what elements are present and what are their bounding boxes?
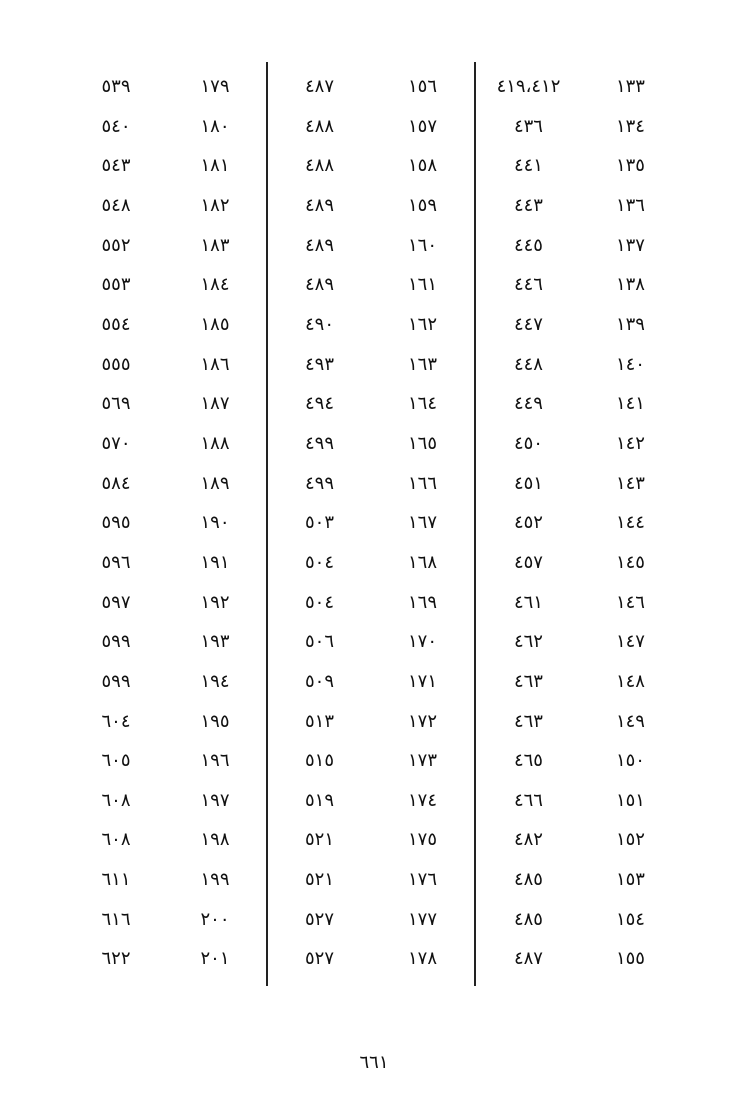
table-cell: ٥٥٢ (101, 234, 131, 256)
table-cell: ١٨٢ (200, 194, 230, 216)
table-cell: ٤٤٣ (513, 194, 543, 216)
table-cell: ١٧٩ (200, 76, 230, 97)
table-cell: ٥١٣ (304, 710, 334, 732)
table-cell: ٥٠٦ (304, 631, 334, 653)
middle-block-column-1 (268, 62, 371, 986)
table-cell: ٥٠٣ (304, 512, 334, 534)
page-number: ٦٦١ (359, 1052, 389, 1073)
table-cell: ١٦٥ (407, 432, 437, 454)
table-cell: ١٦٤ (407, 393, 437, 415)
table-cell: ٤٨٧ (304, 76, 334, 97)
table-cell: ١٥٥ (615, 948, 645, 970)
table-cell: ٤٨٢ (513, 829, 543, 851)
table-cell: ٤٤٥ (513, 234, 543, 256)
table-cell: ٥٥٣ (101, 274, 131, 296)
table-cell: ١٨١ (200, 155, 230, 177)
table-cell: ٥٢٧ (304, 908, 334, 930)
table-cell: ١٥٢ (615, 829, 645, 851)
table-cell: ١٣٥ (615, 155, 645, 177)
table-cell: ١٤٠ (615, 353, 645, 375)
table-cell: ٥٩٩ (101, 631, 131, 653)
table-cell: ٤٤١ (513, 155, 543, 177)
table-cell: ٤٥٢ (513, 512, 543, 534)
table-cell: ٤٨٥ (513, 869, 543, 891)
table-cell: ١٧٥ (407, 829, 437, 851)
table-cell: ٤٦٣ (513, 670, 543, 692)
table-cell: ٢٠٠ (200, 908, 230, 930)
table-cell: ١٤٥ (615, 551, 645, 573)
table-cell: ١٧٨ (407, 948, 437, 970)
right-block (474, 62, 680, 986)
table-cell: ١٨٥ (200, 313, 230, 335)
table-cell: ١٧١ (407, 670, 437, 692)
table-cell: ٥٤٣ (101, 155, 131, 177)
left-block-column-2 (164, 62, 266, 986)
table-cell: ٥٠٩ (304, 670, 334, 692)
table-cell: ٥١٥ (304, 750, 334, 772)
table-cell: ٤٨٩ (304, 194, 334, 216)
table-cell: ١٧٤ (407, 789, 437, 811)
table-cell: ١٥١ (615, 789, 645, 811)
table-cell: ١٧٦ (407, 869, 437, 891)
table-cell: ٥٧٠ (101, 432, 131, 454)
table-cell: ٦١٦ (101, 908, 131, 930)
table-cell: ١٦٣ (407, 353, 437, 375)
table-cell: ١٨٩ (200, 472, 230, 494)
table-cell: ٤٥١ (513, 472, 543, 494)
table-cell: ١٥٠ (615, 750, 645, 772)
table-cell: ١٦٧ (407, 512, 437, 534)
table-cell: ٦٠٤ (101, 710, 131, 732)
middle-block-column-2 (371, 62, 474, 986)
table-cell: ٤٦٦ (513, 789, 543, 811)
table-cell: ١٣٧ (615, 234, 645, 256)
table-cell: ١٨٦ (200, 353, 230, 375)
table-cell: ٤٣٦ (513, 115, 543, 137)
table-cell: ١٧٧ (407, 908, 437, 930)
table-cell: ١٧٢ (407, 710, 437, 732)
table-cell: ٤٦٢ (513, 631, 543, 653)
left-block (68, 62, 266, 986)
table-cell: ١٩٤ (200, 670, 230, 692)
table-cell: ١٤١ (615, 393, 645, 415)
table-cell: ١٣٣ (615, 76, 645, 97)
table-cell: ١٧٠ (407, 631, 437, 653)
table-cell: ٦٠٨ (101, 789, 131, 811)
table-cell: ١٥٦ (407, 76, 437, 97)
table-cell: ١٦٦ (407, 472, 437, 494)
table-cell: ١٩١ (200, 551, 230, 573)
table-cell: ٥٤٨ (101, 194, 131, 216)
table-cell: ١٥٨ (407, 155, 437, 177)
table-cell: ١٥٧ (407, 115, 437, 137)
table-cell: ٥١٩ (304, 789, 334, 811)
table-cell: ٥٠٤ (304, 551, 334, 573)
table-cell: ٥٢١ (304, 869, 334, 891)
table-cell: ١٨٤ (200, 274, 230, 296)
table-cell: ٤٨٩ (304, 274, 334, 296)
table-cell: ١٥٤ (615, 908, 645, 930)
table-cell: ١٩٧ (200, 789, 230, 811)
table-cell: ٥٩٩ (101, 670, 131, 692)
table-cell: ٤٩٩ (304, 472, 334, 494)
table-cell: ٤٩٤ (304, 393, 334, 415)
table-cell: ٤٨٥ (513, 908, 543, 930)
table-cell: ١٩٢ (200, 591, 230, 613)
table-cell: ١٦٩ (407, 591, 437, 613)
table-cell: ١٥٩ (407, 194, 437, 216)
table-cell: ٦٠٨ (101, 829, 131, 851)
table-cell: ٢٠١ (200, 948, 230, 970)
table-cell: ١٨٧ (200, 393, 230, 415)
table-cell: ١٨٣ (200, 234, 230, 256)
table-cell: ١٤٧ (615, 631, 645, 653)
table-cell: ٤٤٨ (513, 353, 543, 375)
table-cell: ٥٢٧ (304, 948, 334, 970)
table-cell: ١٨٨ (200, 432, 230, 454)
table-cell: ٤٩٣ (304, 353, 334, 375)
table-cell: ١٣٤ (615, 115, 645, 137)
table-cell: ٤٦٣ (513, 710, 543, 732)
table-cell: ٥٣٩ (101, 76, 131, 97)
table-cell: ١٤٩ (615, 710, 645, 732)
table-cell: ١٩٩ (200, 869, 230, 891)
table-cell: ٥٢١ (304, 829, 334, 851)
table-cell: ٤٦٥ (513, 750, 543, 772)
table-cell: ٦٢٢ (101, 948, 131, 970)
table-cell: ٥٩٥ (101, 512, 131, 534)
table-cell: ١٦٠ (407, 234, 437, 256)
table-cell: ٦١١ (101, 869, 131, 891)
table-cell: ٤١٩،٤١٢ (496, 76, 561, 97)
table-cell: ١٤٦ (615, 591, 645, 613)
table-cell: ١٩٥ (200, 710, 230, 732)
middle-block (266, 62, 474, 986)
table-cell: ١٦٨ (407, 551, 437, 573)
table-cell: ٤٤٩ (513, 393, 543, 415)
table-cell: ١٣٩ (615, 313, 645, 335)
table-cell: ١٦٢ (407, 313, 437, 335)
table-cell: ١٩٣ (200, 631, 230, 653)
table-cell: ٤٥٠ (513, 432, 543, 454)
table-cell: ١٤٢ (615, 432, 645, 454)
table-cell: ١٧٣ (407, 750, 437, 772)
table-cell: ٤٩٩ (304, 432, 334, 454)
table-cell: ١٨٠ (200, 115, 230, 137)
table-cell: ١٩٦ (200, 750, 230, 772)
table-cell: ٤٨٨ (304, 155, 334, 177)
table-cell: ٥٦٩ (101, 393, 131, 415)
table-cell: ٥٨٤ (101, 472, 131, 494)
table-cell: ٥٥٤ (101, 313, 131, 335)
right-block-column-1 (476, 62, 581, 986)
table-cell: ١٦١ (407, 274, 437, 296)
table-cell: ٤٨٩ (304, 234, 334, 256)
table-cell: ١٣٨ (615, 274, 645, 296)
table-cell: ١٩٨ (200, 829, 230, 851)
table-cell: ٥٥٥ (101, 353, 131, 375)
table-cell: ٤٨٧ (513, 948, 543, 970)
table-cell: ٤٤٧ (513, 313, 543, 335)
table-cell: ١٥٣ (615, 869, 645, 891)
table-cell: ٤٥٧ (513, 551, 543, 573)
table-cell: ٥٤٠ (101, 115, 131, 137)
table-cell: ١٣٦ (615, 194, 645, 216)
right-block-column-2 (581, 62, 680, 986)
table-cell: ٤٨٨ (304, 115, 334, 137)
table-cell: ٤٩٠ (304, 313, 334, 335)
table-cell: ٤٦١ (513, 591, 543, 613)
table-cell: ١٩٠ (200, 512, 230, 534)
table-cell: ٥٠٤ (304, 591, 334, 613)
table-cell: ٥٩٧ (101, 591, 131, 613)
table-cell: ٤٤٦ (513, 274, 543, 296)
concordance-table (68, 62, 680, 986)
table-cell: ١٤٨ (615, 670, 645, 692)
table-cell: ١٤٤ (615, 512, 645, 534)
table-cell: ١٤٣ (615, 472, 645, 494)
table-cell: ٦٠٥ (101, 750, 131, 772)
table-cell: ٥٩٦ (101, 551, 131, 573)
left-block-column-1 (68, 62, 164, 986)
